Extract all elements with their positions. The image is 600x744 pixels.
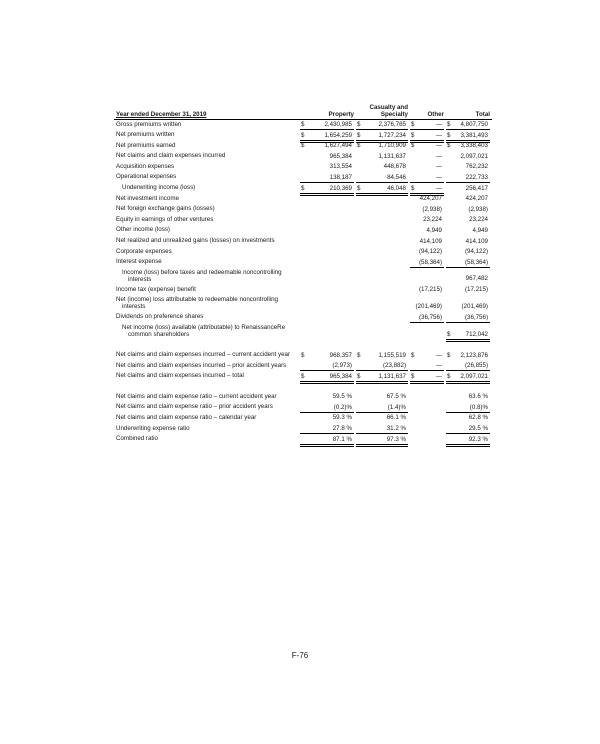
value: (94,122) [464,248,488,256]
value: (58,364) [464,258,488,266]
year-header: Year ended December 31, 2019 [116,111,207,118]
value: 424,207 [465,195,488,203]
value: 967,482 [465,275,488,283]
value: 762,232 [465,163,488,171]
value: 59.3 % [332,414,352,422]
row-label: Gross premiums written [116,120,182,128]
col-property: Property [328,111,354,118]
value: (58,364) [418,258,442,266]
row-label: Net claims and claim expenses incurred – prior accident years [116,361,287,369]
table-row [114,173,492,184]
currency-symbol: $ [357,131,361,139]
value: (0.2)% [333,403,352,411]
value: 31.2 % [386,425,406,433]
value-cell [356,372,408,384]
value-cell [356,361,408,371]
value: 4,949 [426,226,442,234]
col-total: Total [475,111,490,118]
ratio-rows [114,392,492,445]
value: 414,109 [465,237,488,245]
col-other: Other [427,111,444,118]
value: — [435,131,442,139]
value: 29.5 % [468,425,488,433]
table-row [114,268,492,285]
currency-symbol: $ [301,184,305,192]
row-label: Other income (loss) [116,226,170,234]
currency-symbol: $ [447,121,451,128]
currency-symbol: $ [447,142,451,150]
value: 1,131,637 [378,152,406,160]
table-row [114,324,492,341]
value-cell [410,120,444,130]
value: 210,369 [329,184,352,192]
row-label: Net claims and claim expense ratio – calendar year [116,413,257,421]
value: (36,756) [418,313,442,321]
value: (23,882) [382,362,406,370]
value: 138,187 [329,173,352,181]
table-row [114,351,492,362]
currency-symbol: $ [411,121,415,128]
value: — [435,362,442,370]
value-cell [446,372,490,384]
value-cell [300,435,354,447]
table-row [114,413,492,424]
currency-symbol: $ [301,131,305,139]
table-row [114,424,492,435]
value: 2,097,021 [460,372,488,380]
value: (1.4)% [387,403,406,411]
value: 27.8 % [332,425,352,433]
table-row [114,403,492,414]
currency-symbol: $ [447,351,451,359]
table-row [114,296,492,313]
value: 4,949 [472,226,488,234]
currency-symbol: $ [447,131,451,139]
value: 2,376,765 [378,121,406,128]
value: 23,224 [423,216,442,224]
row-label: Equity in earnings of other ventures [116,215,214,223]
value: — [435,184,442,192]
value: 3,381,493 [460,131,488,139]
value-cell [446,330,490,342]
value-cell [356,403,408,413]
value: 222,733 [465,173,488,181]
value-cell [300,120,354,130]
value-cell [446,435,490,447]
table-row [114,184,492,195]
value-cell [446,403,490,413]
row-label: Interest expense [116,258,162,266]
row-label-continuation: interests [128,275,152,283]
table-header [114,101,492,120]
row-label: Net claims and claim expenses incurred – total [116,372,244,380]
currency-symbol: $ [357,121,361,128]
table-row [114,226,492,237]
value: 3,338,403 [460,142,488,150]
value: 965,384 [329,372,352,380]
row-label: Operational expenses [116,173,177,181]
value: (201,469) [415,302,442,310]
value-cell [300,173,354,183]
row-label: Income tax (expense) benefit [116,285,196,293]
value: (2,973) [332,362,352,370]
row-label-continuation: common shareholders [128,330,190,338]
currency-symbol: $ [301,121,305,128]
row-label-line: Net income (loss) available (attributable) to RenaissanceRe [122,324,286,331]
table-row [114,258,492,269]
value: 414,109 [419,237,442,245]
table-row [114,205,492,216]
value: 1,654,259 [324,131,352,139]
currency-symbol: $ [357,351,361,359]
value-cell [446,258,490,268]
currency-symbol: $ [357,184,361,192]
table-row [114,141,492,152]
row-label [122,324,308,339]
value: — [435,121,442,128]
value: (26,855) [464,362,488,370]
value: 1,727,234 [378,131,406,139]
currency-symbol: $ [411,131,415,139]
value: — [435,351,442,359]
table-row [114,247,492,258]
table-row [114,215,492,226]
value: — [435,173,442,181]
value-cell [410,313,444,323]
col-casualty: Casualty and Specialty [369,104,408,118]
value: 1,155,519 [378,351,406,359]
value: 66.1 % [386,414,406,422]
value: 1,627,494 [324,142,352,150]
value: (94,122) [418,248,442,256]
currency-symbol: $ [447,330,451,338]
income-rows [114,120,492,341]
currency-symbol: $ [411,351,415,359]
value-cell [446,361,490,371]
value: 97.3 % [386,435,406,443]
table-row [114,361,492,372]
value: 67.5 % [386,393,406,401]
value: — [435,142,442,150]
currency-symbol: $ [411,184,415,192]
row-label [122,268,308,283]
value: 2,430,985 [324,121,352,128]
value-cell [410,372,444,384]
row-label: Net claims and claim expenses incurred [116,152,226,160]
value: (36,756) [464,313,488,321]
value: 1,710,909 [378,142,406,150]
value-cell [300,372,354,384]
row-label: Net premiums written [116,131,175,139]
value: 448,678 [383,163,406,171]
row-label: Underwriting expense ratio [116,424,190,432]
row-label: Net claims and claim expense ratio – current accident year [116,392,277,400]
value-cell [300,361,354,371]
value: 92.3 % [468,435,488,443]
value-cell [446,313,490,323]
value: 59.5 % [332,393,352,401]
value: (17,215) [464,286,488,294]
row-label: Acquisition expenses [116,162,175,170]
table-row [114,285,492,296]
value: — [435,152,442,160]
row-label-line: Net (income) loss attributable to redeemable noncontrolling [116,296,278,304]
table-row [114,237,492,248]
row-label-continuation: interests [122,303,146,311]
value: 313,554 [329,163,352,171]
row-label: Dividends on preference shares [116,313,204,321]
currency-symbol: $ [301,351,305,359]
value: (201,469) [461,302,488,310]
value: 965,384 [329,152,352,160]
value-cell [356,173,408,183]
claims-rows [114,351,492,383]
value: 84,546 [387,173,406,181]
value: 4,807,750 [460,121,488,128]
row-label [116,296,302,311]
value-cell [410,361,444,371]
table-row [114,120,492,131]
table-row [114,131,492,142]
value: 1,131,637 [378,372,406,380]
table-row [114,152,492,163]
value: 968,357 [329,351,352,359]
currency-symbol: $ [411,372,415,380]
row-label: Net claims and claim expenses incurred – current accident year [116,351,291,358]
value-cell [300,403,354,413]
table-row [114,162,492,173]
value: — [435,372,442,380]
value: (0.8)% [469,403,488,411]
currency-symbol: $ [411,142,415,150]
table-row [114,194,492,205]
value: 256,417 [465,184,488,192]
currency-symbol: $ [357,142,361,150]
row-label: Net realized and unrealized gains (losses) on investments [116,237,275,245]
value-cell [410,173,444,183]
table-row [114,372,492,383]
row-label: Combined ratio [116,435,158,443]
row-label: Underwriting income (loss) [122,184,196,192]
segment-income-table [114,101,492,445]
table-row [114,392,492,403]
value: — [435,163,442,171]
value-cell [446,120,490,130]
value: 62.8 % [468,414,488,422]
value-cell [446,424,490,434]
row-label: Net investment income [116,194,179,202]
currency-symbol: $ [301,372,305,380]
value: 424,207 [419,195,442,203]
value: (2,938) [422,205,442,213]
value: 2,097,021 [460,152,488,160]
value: 63.6 % [468,393,488,401]
row-label: Net premiums earned [116,141,176,149]
value: (17,215) [418,286,442,294]
row-label: Net claims and claim expense ratio – prior accident years [116,403,273,411]
currency-symbol: $ [447,372,451,380]
value: 712,042 [465,330,488,338]
row-label: Net foreign exchange gains (losses) [116,205,215,213]
value-cell [356,120,408,130]
currency-symbol: $ [301,142,305,150]
row-label: Corporate expenses [116,247,172,255]
value: 23,224 [469,216,488,224]
value: (2,938) [468,205,488,213]
value-cell [410,258,444,268]
page-number: F-76 [291,651,309,660]
value-cell [356,435,408,447]
currency-symbol: $ [357,372,361,380]
table-row [114,435,492,446]
value-cell [356,424,408,434]
table-row [114,313,492,324]
value: 2,123,876 [460,351,488,359]
value-cell [300,424,354,434]
row-label-line: Income (loss) before taxes and redeemable noncontrolling [122,268,282,276]
value: 87.1 % [332,435,352,443]
value: 46,048 [387,184,406,192]
value-cell [446,173,490,183]
